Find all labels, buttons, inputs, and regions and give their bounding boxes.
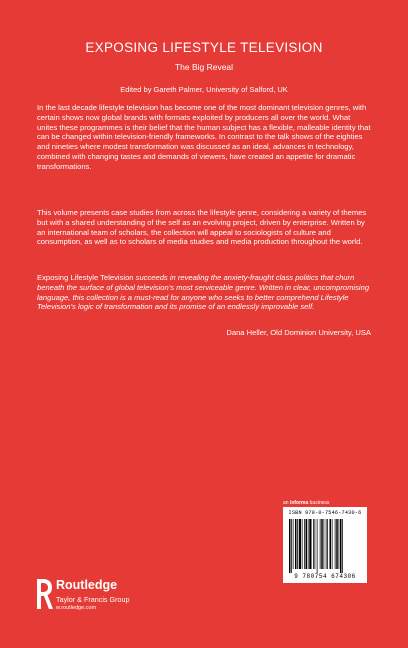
barcode-bar [336, 519, 338, 569]
barcode-icon [289, 519, 361, 573]
barcode-bar [313, 519, 314, 569]
barcode-bar [330, 519, 332, 569]
barcode-bar [324, 519, 325, 569]
book-title: EXPOSING LIFESTYLE TELEVISION [85, 40, 323, 55]
barcode-bar [315, 519, 316, 569]
barcode-bar [326, 519, 327, 569]
barcode-bar [342, 519, 343, 573]
publisher-group: Taylor & Francis Group [56, 595, 130, 604]
informa-prefix: an [283, 500, 290, 506]
barcode-bar [327, 519, 328, 569]
barcode-bar [335, 519, 336, 569]
barcode-bar [306, 519, 308, 569]
barcode-number: 9 780754 674306 [294, 573, 356, 580]
isbn-text: ISBN 978-0-7546-7430-6 [288, 510, 362, 516]
barcode-bar [340, 519, 342, 573]
publisher-url: w.routledge.com [56, 605, 97, 611]
informa-tagline [283, 500, 329, 506]
blurb-paragraph-2: This volume presents case studies from across the lifestyle genre, considering a variety of themes but with a shared understanding of the self as an evolving project, driven by enterprise. Written by an international team of scholars, the collection will appeal to sociologists of culture and consumption, as well as to scholars of media studies and media production throughout the world. [37, 208, 367, 247]
quote-attribution: Dana Heller, Old Dominion University, USA [226, 328, 371, 337]
barcode-bar [291, 519, 292, 573]
review-quote [37, 273, 371, 312]
informa-brand: informa [289, 500, 309, 506]
barcode-bar [308, 519, 309, 569]
routledge-r-icon [35, 577, 53, 611]
barcode-bar [309, 519, 311, 569]
barcode-panel [283, 507, 367, 583]
quote-text: succeeds in revealing the anxiety-fraught class politics that churn beneath the surface of global television’s most serviceable genre. Written in clear, uncompromising language, this collection is a must-read for anyone who seeks to better comprehend Lifestyle Television’s logic of transformation and its promise of an endlessly improvable self. [37, 273, 370, 312]
barcode-bar [299, 519, 301, 569]
publisher-name: Routledge [56, 578, 118, 592]
barcode-bar [297, 519, 298, 569]
barcode-bar [304, 519, 305, 569]
book-subtitle: The Big Reveal [174, 62, 234, 72]
editor-credit: Edited by Gareth Palmer, University of Salford, UK [120, 85, 288, 94]
barcode-bar [293, 519, 294, 569]
barcode-bar [339, 519, 340, 569]
barcode-bar [317, 519, 318, 573]
quote-book-title: Exposing Lifestyle Television [37, 273, 134, 282]
barcode-bar [295, 519, 297, 569]
informa-suffix: business [308, 500, 330, 506]
barcode-bar [302, 519, 303, 569]
blurb-paragraph-1: In the last decade lifestyle television has become one of the most dominant television genres, with certain shows now global brands with formats exploited by producers all over the world. What unites these programmes is their belief that the human subject has a flexible, malleable identity that can be changed within television-friendly frameworks. In contrast to the talk shows of the eighties and nineties where modest transformation was discussed as an ideal, advances in technology, combined with changing tastes and demands of viewers, have created an appetite for dramatic transformations. [37, 103, 371, 171]
barcode-bar [320, 519, 321, 569]
barcode-bar [332, 519, 333, 569]
barcode-bar [321, 519, 323, 569]
barcode-bar [289, 519, 291, 573]
